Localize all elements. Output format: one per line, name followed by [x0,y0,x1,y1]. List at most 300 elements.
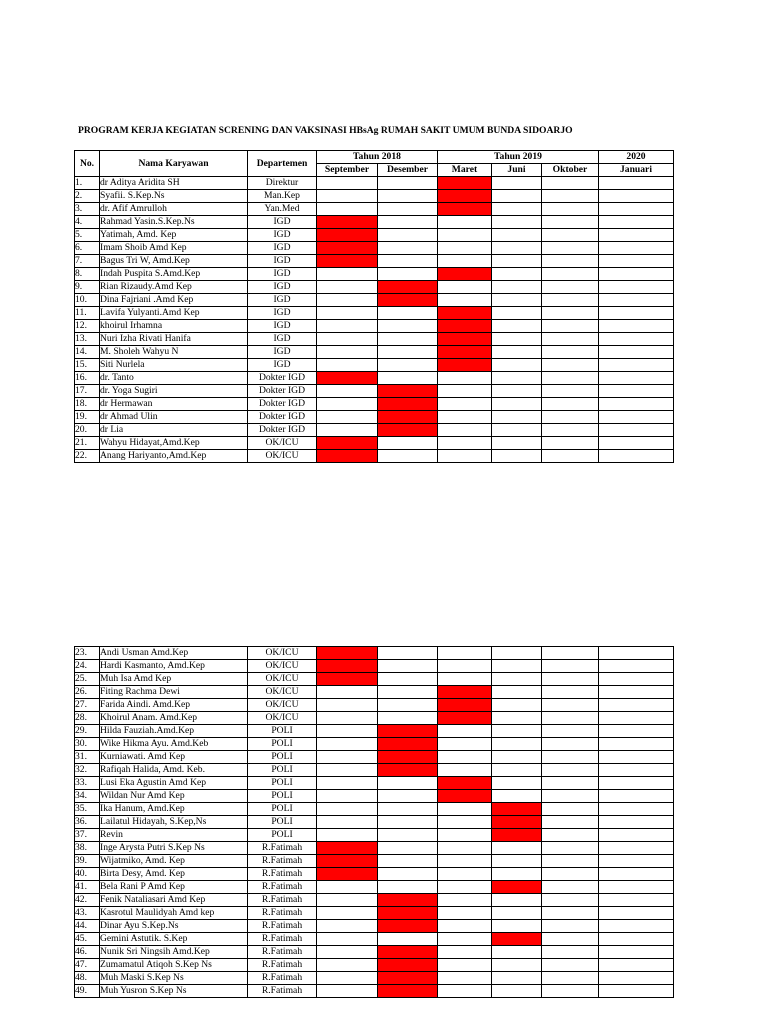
schedule-cell [492,985,542,998]
schedule-cell [599,307,674,320]
table-row [75,203,674,216]
row-number: 32. [75,764,100,777]
schedule-cell [542,450,599,463]
schedule-cell [317,881,378,894]
schedule-cell [378,972,438,985]
schedule-table-page-2 [74,646,674,998]
employee-department: POLI [248,751,317,764]
schedule-cell [599,972,674,985]
employee-department: R.Fatimah [248,920,317,933]
employee-department: OK/ICU [248,699,317,712]
schedule-cell [492,699,542,712]
schedule-cell [542,855,599,868]
employee-name: dr. Yoga Sugiri [100,385,248,398]
schedule-cell [438,959,492,972]
schedule-cell [492,972,542,985]
schedule-cell [378,320,438,333]
schedule-cell [438,398,492,411]
schedule-cell [599,699,674,712]
schedule-cell [317,673,378,686]
schedule-cell [599,647,674,660]
table-row [75,738,674,751]
schedule-cell [599,320,674,333]
schedule-cell [317,229,378,242]
employee-department: IGD [248,242,317,255]
table-row [75,751,674,764]
table-row [75,920,674,933]
schedule-cell [542,647,599,660]
schedule-cell [599,855,674,868]
header-month: Januari [599,164,674,177]
schedule-cell [492,424,542,437]
schedule-cell [378,686,438,699]
employee-department: R.Fatimah [248,855,317,868]
employee-name: Lailatul Hidayah, S.Kep,Ns [100,816,248,829]
schedule-cell [492,320,542,333]
schedule-cell [317,868,378,881]
schedule-cell [599,894,674,907]
schedule-cell [438,242,492,255]
schedule-cell [492,255,542,268]
employee-name: Indah Puspita S.Amd.Kep [100,268,248,281]
schedule-cell [438,660,492,673]
schedule-cell [317,359,378,372]
schedule-cell [378,894,438,907]
schedule-cell [599,268,674,281]
schedule-cell [599,946,674,959]
schedule-cell [438,868,492,881]
schedule-cell [542,790,599,803]
schedule-cell [317,894,378,907]
table-row [75,424,674,437]
row-number: 12. [75,320,100,333]
schedule-cell [492,764,542,777]
schedule-cell [378,437,438,450]
schedule-cell [438,372,492,385]
schedule-cell [317,764,378,777]
row-number: 35. [75,803,100,816]
employee-department: POLI [248,738,317,751]
schedule-cell [438,411,492,424]
row-number: 11. [75,307,100,320]
row-number: 7. [75,255,100,268]
employee-name: Fiting Rachma Dewi [100,686,248,699]
schedule-cell [378,424,438,437]
schedule-cell [492,738,542,751]
employee-department: OK/ICU [248,686,317,699]
schedule-cell [599,881,674,894]
schedule-cell [378,712,438,725]
table-row [75,385,674,398]
schedule-cell [438,647,492,660]
employee-department: R.Fatimah [248,894,317,907]
header-year-2018: Tahun 2018 [317,151,438,164]
schedule-cell [317,647,378,660]
employee-department: IGD [248,307,317,320]
employee-department: POLI [248,829,317,842]
row-number: 1. [75,177,100,190]
employee-department: OK/ICU [248,647,317,660]
schedule-cell [492,346,542,359]
schedule-cell [317,190,378,203]
schedule-cell [492,855,542,868]
schedule-cell [599,255,674,268]
schedule-cell [378,790,438,803]
table-row [75,959,674,972]
schedule-cell [492,673,542,686]
employee-name: Khoirul Anam. Amd.Kep [100,712,248,725]
schedule-cell [378,816,438,829]
schedule-cell [378,450,438,463]
table-row [75,242,674,255]
employee-department: R.Fatimah [248,933,317,946]
header-no: No. [75,151,100,177]
schedule-cell [378,346,438,359]
employee-name: Farida Aindi. Amd.Kep [100,699,248,712]
schedule-cell [438,933,492,946]
row-number: 26. [75,686,100,699]
row-number: 3. [75,203,100,216]
schedule-cell [492,816,542,829]
schedule-cell [378,203,438,216]
schedule-cell [542,712,599,725]
schedule-cell [492,190,542,203]
schedule-cell [599,346,674,359]
row-number: 39. [75,855,100,868]
employee-name: Birta Desy, Amd. Kep [100,868,248,881]
schedule-cell [438,359,492,372]
schedule-cell [542,777,599,790]
table-row [75,398,674,411]
schedule-cell [599,660,674,673]
employee-department: IGD [248,346,317,359]
employee-name: Inge Arysta Putri S.Kep Ns [100,842,248,855]
schedule-cell [317,712,378,725]
schedule-cell [438,777,492,790]
schedule-cell [542,398,599,411]
schedule-cell [317,437,378,450]
row-number: 4. [75,216,100,229]
table-body [75,647,674,998]
schedule-cell [599,803,674,816]
table-header [75,151,674,177]
schedule-cell [599,725,674,738]
employee-department: R.Fatimah [248,959,317,972]
schedule-cell [599,751,674,764]
row-number: 43. [75,907,100,920]
row-number: 5. [75,229,100,242]
document-title: PROGRAM KERJA KEGIATAN SCRENING DAN VAKSINASI HBsAg RUMAH SAKIT UMUM BUNDA SIDOARJO [78,125,573,136]
schedule-cell [378,868,438,881]
schedule-cell [492,242,542,255]
employee-name: Zumamatul Atiqoh S.Kep Ns [100,959,248,972]
schedule-cell [317,855,378,868]
header-year-2019: Tahun 2019 [438,151,599,164]
employee-department: Dokter IGD [248,385,317,398]
schedule-cell [542,686,599,699]
employee-name: dr Ahmad Ulin [100,411,248,424]
schedule-cell [317,346,378,359]
schedule-cell [317,699,378,712]
employee-name: Hardi Kasmanto, Amd.Kep [100,660,248,673]
row-number: 18. [75,398,100,411]
schedule-cell [492,868,542,881]
row-number: 14. [75,346,100,359]
schedule-cell [378,255,438,268]
schedule-cell [317,738,378,751]
schedule-cell [492,372,542,385]
row-number: 10. [75,294,100,307]
schedule-cell [378,829,438,842]
schedule-cell [438,229,492,242]
table-row [75,790,674,803]
row-number: 22. [75,450,100,463]
schedule-cell [378,268,438,281]
schedule-cell [599,177,674,190]
schedule-cell [542,177,599,190]
employee-department: R.Fatimah [248,881,317,894]
schedule-cell [438,816,492,829]
schedule-cell [542,255,599,268]
schedule-cell [542,411,599,424]
schedule-cell [317,203,378,216]
table-row [75,450,674,463]
schedule-cell [438,437,492,450]
employee-name: Muh Maski S.Kep Ns [100,972,248,985]
schedule-cell [317,777,378,790]
schedule-cell [378,333,438,346]
row-number: 8. [75,268,100,281]
schedule-cell [542,816,599,829]
row-number: 13. [75,333,100,346]
schedule-cell [317,320,378,333]
schedule-cell [542,242,599,255]
schedule-cell [492,907,542,920]
table-row [75,946,674,959]
row-number: 16. [75,372,100,385]
schedule-cell [378,777,438,790]
employee-name: Bagus Tri W, Amd.Kep [100,255,248,268]
schedule-cell [492,842,542,855]
schedule-cell [599,764,674,777]
employee-name: Siti Nurlela [100,359,248,372]
employee-name: Lusi Eka Agustin Amd Kep [100,777,248,790]
header-month: Juni [492,164,542,177]
row-number: 25. [75,673,100,686]
schedule-cell [599,203,674,216]
table-row [75,372,674,385]
schedule-cell [378,190,438,203]
schedule-cell [378,738,438,751]
schedule-cell [492,725,542,738]
schedule-cell [438,190,492,203]
row-number: 44. [75,920,100,933]
schedule-cell [317,816,378,829]
schedule-cell [542,699,599,712]
employee-name: dr Hermawan [100,398,248,411]
employee-name: Dina Fajriani .Amd Kep [100,294,248,307]
table-row [75,660,674,673]
schedule-cell [317,424,378,437]
schedule-cell [438,385,492,398]
table-row [75,972,674,985]
table-row [75,647,674,660]
employee-department: IGD [248,320,317,333]
employee-department: IGD [248,216,317,229]
schedule-cell [542,673,599,686]
schedule-cell [492,437,542,450]
row-number: 2. [75,190,100,203]
schedule-cell [599,359,674,372]
schedule-cell [599,333,674,346]
table-row [75,699,674,712]
table-row [75,881,674,894]
employee-department: Dokter IGD [248,411,317,424]
row-number: 20. [75,424,100,437]
schedule-cell [599,829,674,842]
schedule-cell [492,751,542,764]
row-number: 9. [75,281,100,294]
table-row [75,829,674,842]
employee-name: khoirul Irhamna [100,320,248,333]
schedule-cell [599,411,674,424]
table-row [75,842,674,855]
schedule-cell [492,959,542,972]
schedule-cell [492,829,542,842]
schedule-cell [542,933,599,946]
employee-department: Dokter IGD [248,398,317,411]
schedule-cell [492,307,542,320]
employee-name: Andi Usman Amd.Kep [100,647,248,660]
table-row [75,281,674,294]
schedule-cell [599,920,674,933]
table-row [75,190,674,203]
schedule-cell [599,738,674,751]
table-row [75,229,674,242]
employee-name: dr. Afif Amrulloh [100,203,248,216]
schedule-cell [542,894,599,907]
schedule-cell [599,424,674,437]
schedule-cell [438,307,492,320]
employee-department: POLI [248,777,317,790]
schedule-cell [378,281,438,294]
schedule-cell [438,829,492,842]
schedule-cell [317,307,378,320]
schedule-cell [542,320,599,333]
row-number: 30. [75,738,100,751]
table-row [75,764,674,777]
schedule-cell [542,868,599,881]
schedule-cell [317,450,378,463]
schedule-cell [492,881,542,894]
schedule-cell [438,333,492,346]
row-number: 46. [75,946,100,959]
schedule-cell [378,855,438,868]
schedule-cell [542,437,599,450]
schedule-cell [438,177,492,190]
row-number: 21. [75,437,100,450]
schedule-cell [317,933,378,946]
schedule-cell [599,959,674,972]
schedule-cell [378,307,438,320]
employee-name: Wike Hikma Ayu. Amd.Keb [100,738,248,751]
schedule-cell [599,372,674,385]
schedule-cell [317,803,378,816]
schedule-cell [438,216,492,229]
schedule-cell [378,803,438,816]
schedule-cell [492,398,542,411]
row-number: 27. [75,699,100,712]
schedule-cell [492,294,542,307]
schedule-cell [599,777,674,790]
schedule-cell [599,712,674,725]
table-row [75,307,674,320]
schedule-cell [317,790,378,803]
schedule-cell [317,725,378,738]
table-row [75,346,674,359]
employee-department: Dokter IGD [248,424,317,437]
row-number: 6. [75,242,100,255]
schedule-cell [599,985,674,998]
schedule-cell [378,881,438,894]
schedule-cell [599,790,674,803]
schedule-cell [542,985,599,998]
schedule-cell [542,972,599,985]
schedule-cell [599,907,674,920]
schedule-cell [317,660,378,673]
employee-department: R.Fatimah [248,946,317,959]
schedule-cell [438,790,492,803]
employee-department: Yan.Med [248,203,317,216]
schedule-cell [492,216,542,229]
header-dept: Departemen [248,151,317,177]
schedule-cell [378,764,438,777]
employee-name: Muh Yusron S.Kep Ns [100,985,248,998]
schedule-cell [378,673,438,686]
table-row [75,437,674,450]
schedule-cell [438,320,492,333]
schedule-cell [492,712,542,725]
table-row [75,933,674,946]
schedule-cell [378,699,438,712]
schedule-cell [317,268,378,281]
schedule-cell [438,972,492,985]
schedule-cell [378,920,438,933]
employee-name: Imam Shoib Amd Kep [100,242,248,255]
schedule-cell [542,660,599,673]
schedule-cell [599,242,674,255]
schedule-cell [378,294,438,307]
schedule-cell [492,933,542,946]
employee-name: dr Aditya Aridita SH [100,177,248,190]
schedule-cell [542,842,599,855]
schedule-cell [492,177,542,190]
header-year-2020: 2020 [599,151,674,164]
employee-name: dr. Tanto [100,372,248,385]
schedule-cell [492,777,542,790]
schedule-cell [599,673,674,686]
employee-department: R.Fatimah [248,907,317,920]
employee-department: IGD [248,333,317,346]
schedule-cell [542,725,599,738]
schedule-cell [599,398,674,411]
schedule-cell [492,946,542,959]
employee-department: IGD [248,281,317,294]
table-row [75,868,674,881]
schedule-cell [542,764,599,777]
table-row [75,673,674,686]
row-number: 33. [75,777,100,790]
